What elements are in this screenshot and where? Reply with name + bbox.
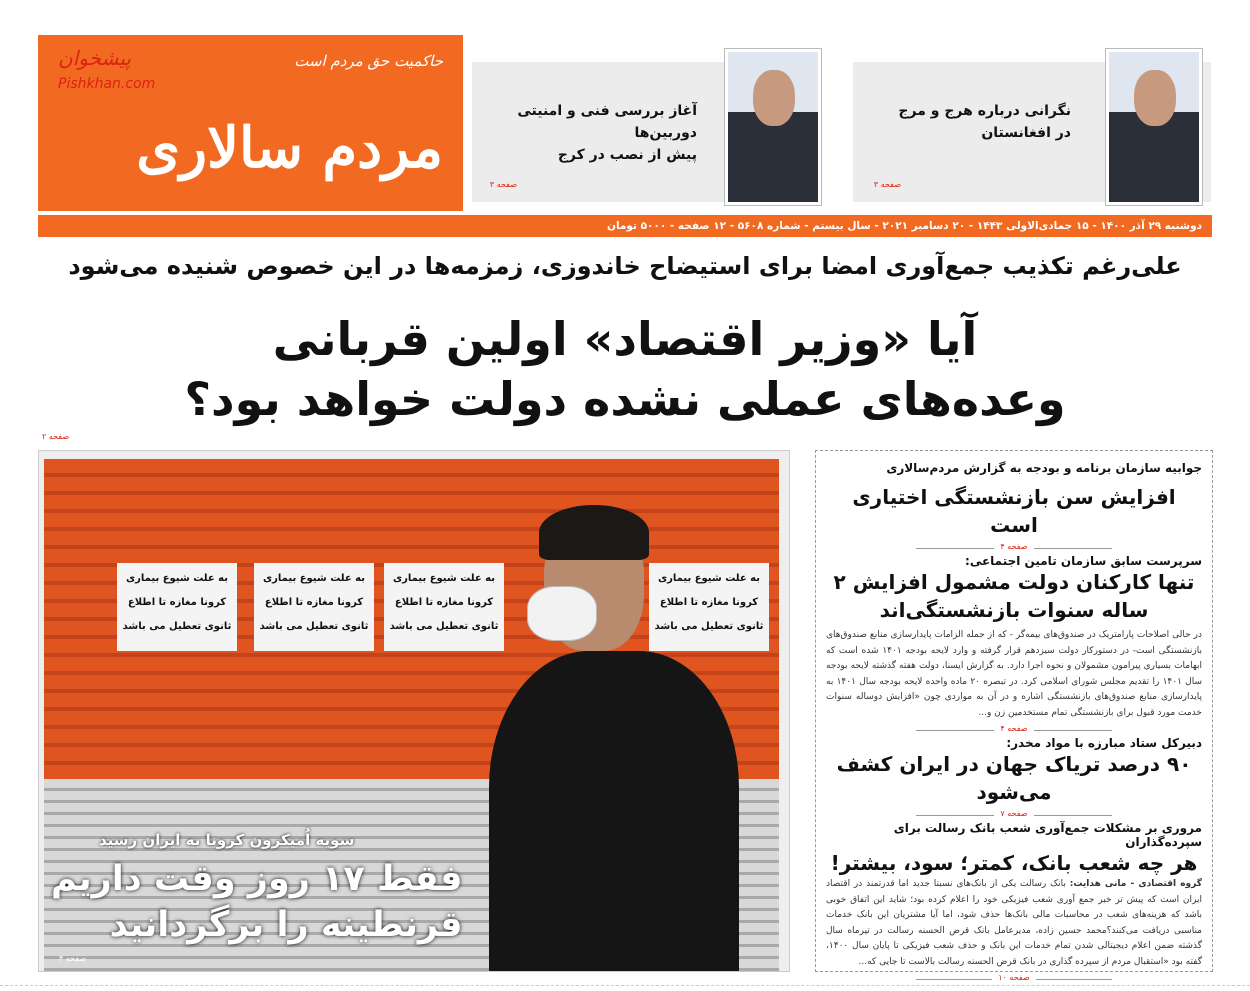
closure-notice: به علت شیوع بیماری کرونا مغازه تا اطلاع ثانوی تعطیل می باشد (384, 563, 504, 651)
teaser-title: نگرانی درباره هرج و مرج در افغانستان (898, 103, 1071, 141)
closure-notice: به علت شیوع بیماری کرونا مغازه تا اطلاع ثانوی تعطیل می باشد (254, 563, 374, 651)
watermark-url: Pishkhan.com (58, 76, 156, 92)
photo-story[interactable] (38, 450, 790, 972)
watermark: پیشخوان (58, 46, 131, 70)
closure-notice: به علت شیوع بیماری کرونا مغازه تا اطلاع ثانوی تعطیل می باشد (117, 563, 237, 651)
teaser-cameras[interactable] (472, 62, 822, 202)
page-ref: صفحه ۳ (489, 180, 517, 189)
masthead-name: مردم سالاری (136, 115, 443, 181)
photo-kicker: سویه اُمیکرون کرونا به ایران رسید (99, 831, 355, 849)
divider (0, 985, 1250, 986)
teaser-afghanistan[interactable] (853, 62, 1211, 202)
lead-headline-1[interactable]: آیا «وزیر اقتصاد» اولین قربانی (272, 312, 978, 366)
page-ref: صفحه ۳ (873, 180, 901, 189)
masthead-logo (38, 35, 463, 211)
lead-headline-2[interactable]: وعده‌های عملی نشده دولت خواهد بود؟ (184, 372, 1066, 426)
lead-page-ref: صفحه ۲ (42, 432, 70, 441)
teaser-photo (1105, 48, 1203, 206)
closure-notice: به علت شیوع بیماری کرونا مغازه تا اطلاع ثانوی تعطیل می باشد (649, 563, 769, 651)
photo-headline[interactable]: فقط ۱۷ روز وقت داریم قرنطینه را برگردانید (51, 859, 463, 945)
masthead-slogan: حاکمیت حق مردم است (294, 52, 443, 70)
masked-man (489, 511, 739, 972)
news-column (815, 450, 1213, 982)
dateline: دوشنبه ۲۹ آذر ۱۴۰۰ - ۱۵ جمادی‌الاولی ۱۴۴۳ - ۲۰ دسامبر ۲۰۲۱ - سال بیستم - شماره ۵۶۰۸ - ۱۲ صفحه - ۵۰۰۰ تومان (38, 215, 1212, 237)
photo-page-ref: صفحه ۴ (59, 954, 87, 963)
story-bank[interactable]: مروری بر مشکلات جمع‌آوری شعب بانک رسالت برای سپرده‌گذاران هر چه شعب بانک، کمتر؛ سود، بیشتر! گروه اقتصادی - مانی هدایت: بانک رسالت یکی از بانک‌های نسبتا جدید اما قدرتمند در اقتصاد ایران است که پیش تر خبر جمع آوری شعب فیزیکی خود را اعلام کرده بود؛ شاید این اتفاق خوبی باشد که هزینه‌های شعب در محاسبات مالی بانک‌ها حذف شود، اما آیا مشتریان این بانک خدمات مناسبی دریافت می‌کنند؟محمد حسین زاده، مدیرعامل بانک قرض الحسنه رسالت در تیرماه سال گذشته ضمن اعلام دیجیتالی شدن تمام خدمات این بانک و حذف شعب فیزیکی تا پایان سال ۱۴۰۰، گفته بود «استقبال مردم از سپرده گذاری در بانک قرض الحسنه رسالت بالاست تا جایی که... صفحه ۱۰ (826, 821, 1202, 982)
lead-kicker: علی‌رغم تکذیب جمع‌آوری امضا برای استیضاح خاندوزی، زمزمه‌ها در این خصوص شنیده می‌شود (68, 252, 1182, 280)
teaser-title: آغاز بررسی فنی و امنیتی دوربین‌ها پیش از نصب در کرج (517, 103, 697, 163)
story-retirement[interactable]: سرپرست سابق سازمان تامین اجتماعی: تنها کارکنان دولت مشمول افزایش ۲ ساله سنوات بازنشستگی‌اند در حالی اصلاحات پارامتریک در صندوق‌های بیمه‌گر - که از جمله الزامات پایدارسازی منابع صندوق‌های بازنشستگی است- در دستورکار دولت سیزدهم قرار گرفته و وارد لایحه بودجه ۱۴۰۱ شده است که ابهامات بسیاری پیرامون مشمولان و نحوه اجرا دارد. به گزارش ایسنا، دولت هفته گذشته لایحه بودجه سال ۱۴۰۱ را تقدیم مجلس شورای اسلامی کرد. در تبصره ۲۰ ماده واحده لایحه بودجه سال ۱۴۰۱ به پایدارسازی منابع صندوق‌های بازنشستگی اشاره و در آن به مواردی چون «افزایش دوساله سنوات خدمت مورد قبول برای بازنشستگی تمام مستخدمین زن و... صفحه ۴ (826, 554, 1202, 733)
story-opium[interactable]: دبیرکل ستاد مبارزه با مواد مخدر: ۹۰ درصد تریاک جهان در ایران کشف می‌شود صفحه ۷ (826, 736, 1202, 818)
teaser-photo (724, 48, 822, 206)
story-pension-age[interactable]: جوابیه سازمان برنامه و بودجه به گزارش مردم‌سالاری افزایش سن بازنشستگی اختیاری است صفحه ۴ (826, 461, 1202, 551)
